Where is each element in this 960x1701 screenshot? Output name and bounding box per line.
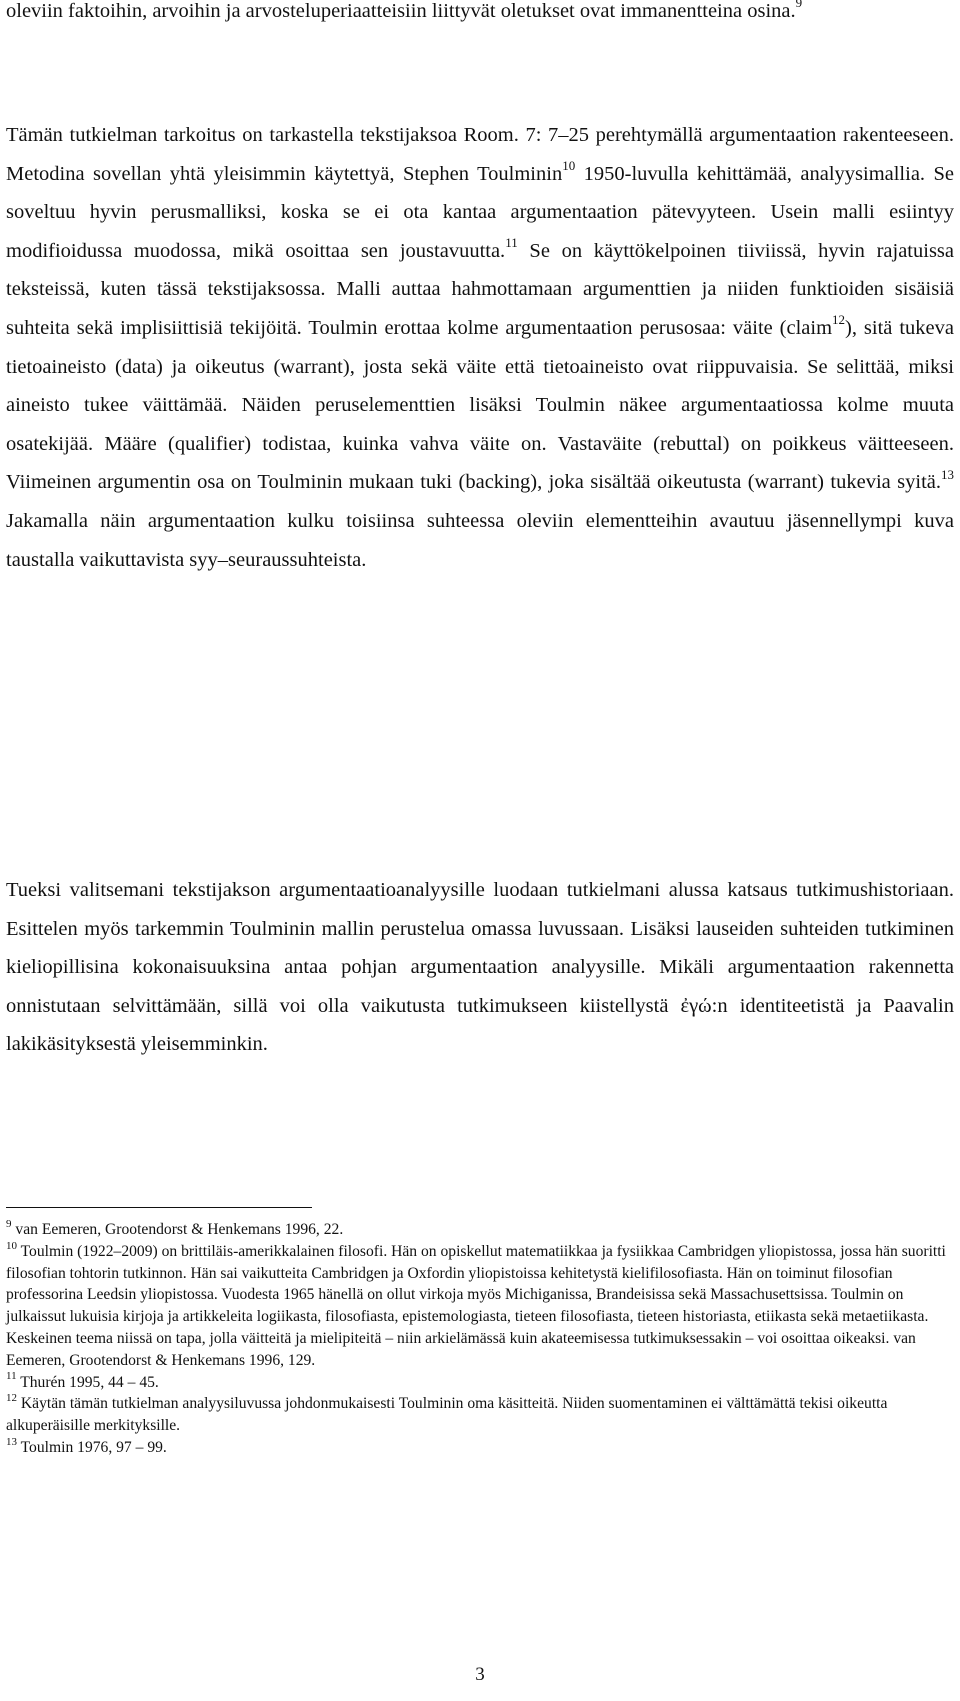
paragraph-3 xyxy=(6,871,954,1064)
footnote-13 xyxy=(6,1437,954,1459)
footnote-number: 9 xyxy=(6,1217,12,1230)
footnote-text: van Eemeren, Grootendorst & Henkemans 1996, 22. xyxy=(15,1221,344,1238)
footnote-number: 13 xyxy=(6,1435,17,1448)
footnote-text: Thurén 1995, 44 – 45. xyxy=(20,1373,159,1391)
text-segment: ), sitä tukeva tietoaineisto (data) ja oikeutus (warrant), josta sekä väite että tietoaineisto ovat riippuvaisia. Se selittää, miksi aineisto tukee väittämää. Näiden peruselementtien lisäksi Toulmin näkee argumentaatiossa kolme muuta osatekijää. Määre (qualifier) todistaa, kuinka vahva väite on. Vastaväite (rebuttal) on poikkeus väitteeseen. Viimeinen argumentin osa on Toulminin mukaan tuki (backing), joka sisältää oikeutusta (warrant) tukevia syitä. xyxy=(6,316,954,494)
footnote-9 xyxy=(6,1219,954,1241)
paragraph-3-text xyxy=(6,871,954,1064)
paragraph-1 xyxy=(6,0,954,31)
text-segment: oleviin faktoihin, arvoihin ja arvosteluperiaatteisiin liittyvät oletukset ovat immanentteina osina. xyxy=(6,0,796,22)
footnote-12 xyxy=(6,1393,954,1437)
footnote-ref-13[interactable]: 13 xyxy=(941,466,954,482)
footnote-ref-10[interactable]: 10 xyxy=(562,157,576,173)
footnote-number: 11 xyxy=(6,1370,17,1383)
footnote-10 xyxy=(6,1241,954,1372)
footnote-text: Toulmin 1976, 97 – 99. xyxy=(20,1438,167,1456)
paragraph-2-text xyxy=(6,116,954,579)
footnote-number: 10 xyxy=(6,1239,17,1252)
footnote-separator xyxy=(6,1207,312,1208)
footnote-number: 12 xyxy=(6,1392,17,1405)
footnote-ref-12[interactable]: 12 xyxy=(832,312,846,328)
paragraph-2 xyxy=(6,116,954,579)
text-segment: Se on käyttökelpoinen tiiviissä, hyvin rajatuissa teksteissä, kuten tässä tekstijaksossa. Malli auttaa hahmottamaan argumenttien ja niiden funktioiden sisäisiä suhteita sekä implisiittisiä tekijöitä. Toulmin erottaa kolme argumentaation perusosaa: väite (claim xyxy=(6,239,954,339)
text-segment: 1950-luvulla kehittämää, analyysimallia. Se soveltuu hyvin perusmalliksi, koska se ei ota kantaa argumentaation pätevyyteen. Usein malli esiintyy modifioidussa muodossa, mikä osoittaa sen joustavuutta. xyxy=(6,162,954,262)
footnote-ref-9[interactable]: 9 xyxy=(795,0,803,11)
footnote-11 xyxy=(6,1372,954,1394)
paragraph-1-text xyxy=(6,0,954,31)
text-segment: Tueksi valitsemani tekstijakson argumentaatioanalyysille luodaan tutkielmani alussa katsaus tutkimushistoriaan. Esittelen myös tarkemmin Toulminin mallin perustelua omassa luvussaan. Lisäksi lauseiden suhteiden tutkiminen kieliopillisina kokonaisuuksina antaa pohjan argumentaation analyysille. Mikäli argumentaation rakennetta onnistutaan selvittämään, sillä voi olla vaikutusta tutkimukseen kiistellystä ἐγώ:n identiteetistä ja Paavalin lakikäsityksestä yleisemminkin. xyxy=(6,879,954,1056)
page-number: 3 xyxy=(475,1664,485,1685)
text-segment: Tämän tutkielman tarkoitus on tarkastella tekstijaksoa Room. 7: 7–25 perehtymällä argumentaation rakenteeseen. Metodina sovellan yhtä yleisimmin käytettyä, Stephen Toulminin xyxy=(6,124,954,185)
footnotes xyxy=(6,1219,954,1459)
footnote-text: Käytän tämän tutkielman analyysiluvussa johdonmukaisesti Toulminin oma käsitteitä. Niiden suomentaminen ei välttämättä tekisi oikeutta alkuperäisille merkityksille. xyxy=(6,1395,888,1435)
footnote-text: Toulmin (1922–2009) on brittiläis-amerikkalainen filosofi. Hän on opiskellut matematiikkaa ja fysiikkaa Cambridgen yliopistossa, jossa hän suoritti filosofian tohtorin tutkinnon. Hän sai vaikutteita Cambridgen ja Oxfordin yliopistoissa kehitetystä kielifilosofiasta. Hän on toiminut filosofian professorina Leedsin yliopistossa. Vuodesta 1965 hänellä on ollut virkoja myös Michiganissa, Brandeisissa sekä Massachusettsissa. Toulmin on julkaissut lukuisia kirjoja ja artikkeleita logiikasta, filosofiasta, epistemologiasta, tieteen filosofiasta, tieteen historiasta, etiikasta sekä metaetiikasta. Keskeinen teema niissä on tapa, jolla väitteitä ja mielipiteitä – niin arkielämässä kuin akateemisessa tutkimuksessakin – voi osoittaa oikeaksi. van Eemeren, Grootendorst & Henkemans 1996, 129. xyxy=(6,1242,946,1369)
text-segment: Jakamalla näin argumentaation kulku toisiinsa suhteessa oleviin elementteihin avautuu jäsennellympi kuva taustalla vaikuttavista syy–seuraussuhteista. xyxy=(6,509,954,571)
footnote-ref-11[interactable]: 11 xyxy=(505,234,518,250)
